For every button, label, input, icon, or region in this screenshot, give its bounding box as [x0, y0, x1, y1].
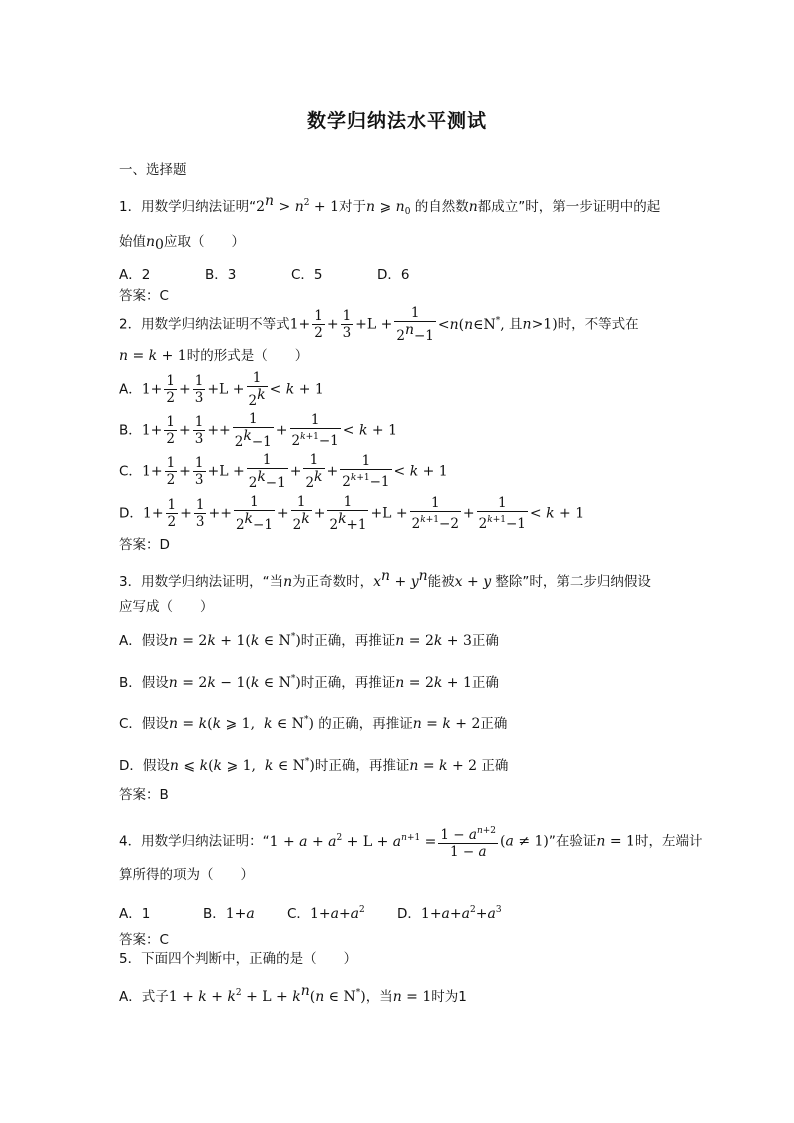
- q2-option-a: A．1+ $\frac{1}{2}$ + $\frac{1}{3}$ +L + $\frac{1}{2^k}$ < k + 1: [119, 370, 324, 409]
- q2-line2: n = k + 1时的形式是（ ）: [119, 348, 309, 364]
- q1-answer: 答案：C: [119, 288, 169, 304]
- q3-line1: 3．用数学归纳法证明，“当n为正奇数时，$x^n + y^n$能被x + y 整除”时，第二步归纳假设: [119, 568, 651, 590]
- page-title: 数学归纳法水平测试: [306, 110, 487, 132]
- q3-answer: 答案：B: [119, 787, 169, 803]
- section-heading: 一、选择题: [119, 162, 187, 178]
- q4-options: [119, 901, 502, 923]
- q4-option-c: C．$1+a+a^2$: [287, 905, 365, 922]
- q4-line2: 算所得的项为（ ）: [119, 867, 254, 883]
- q2-option-c: C．1+ $\frac{1}{2}$ + $\frac{1}{3}$ +L + $\frac{1}{2^k-1}$ + $\frac{1}{2^k}$ + $\frac{1}{2^{k+1}-1}$ < k + 1: [119, 452, 448, 491]
- q4-line1: 4．用数学归纳法证明：“$1 + a + a^2 + L + a^{n+1}$ = $\frac{1 - a^{n+2}}{1 - a}$ (a ≠ 1)”在验证n = 1时，左端计: [119, 826, 703, 860]
- q1-option-a: A．2: [119, 267, 151, 283]
- q3-line2: 应写成（ ）: [119, 599, 214, 615]
- q3-option-d: D．假设n ⩽ k(k ⩾ 1, k ∈ N*)时正确，再推证n = k + 2 正确: [119, 757, 509, 774]
- q1-option-b: B．3: [205, 267, 237, 283]
- q2-option-b: B．1+ $\frac{1}{2}$ + $\frac{1}{3}$ ++ $\frac{1}{2^k-1}$ + $\frac{1}{2^{k+1}-1}$ < k + 1: [119, 411, 397, 450]
- q1-options: [119, 266, 463, 284]
- q5-line1: 5．下面四个判断中，正确的是（ ）: [119, 951, 358, 967]
- q5-option-a: A．式子$1 + k + k^2 + L + k^n(n$ ∈ N*)，当n = 1时为1: [119, 983, 467, 1005]
- q4-option-b: B．1+a: [203, 906, 255, 922]
- q2-line1: 2．用数学归纳法证明不等式1+ $\frac{1}{2}$ + $\frac{1}{3}$ +L + $\frac{1}{2^n-1}$ <n(n∈N*, 且n>1)时，不等式在: [119, 305, 639, 344]
- q1-line2: 始值$n_0$应取（ ）: [119, 234, 245, 253]
- q1-option-c: C．5: [291, 267, 323, 283]
- q4-answer: 答案：C: [119, 932, 169, 948]
- q3-option-c: C．假设n = k(k ⩾ 1, k ∈ N*) 的正确，再推证n = k + 2正确: [119, 715, 508, 732]
- q2-option-d: D．1+ $\frac{1}{2}$ + $\frac{1}{3}$ ++ $\frac{1}{2^k-1}$ + $\frac{1}{2^k}$ + $\frac{1}{2^k+1}$ +L + $\frac{1}{2^{k+1}-2}$ + $\frac{1}{2^{k+1}-1}$ < k + 1: [119, 494, 585, 533]
- q1-option-d: D．6: [377, 267, 410, 283]
- q3-option-b: B．假设n = 2k − 1(k ∈ N*)时正确，再推证n = 2k + 1正确: [119, 674, 499, 691]
- q4-option-d: D．$1+a+a^2+a^3$: [397, 905, 502, 922]
- q4-option-a: A．1: [119, 906, 151, 922]
- q3-option-a: A．假设n = 2k + 1(k ∈ N*)时正确，再推证n = 2k + 3正确: [119, 632, 499, 649]
- q2-answer: 答案：D: [119, 537, 170, 553]
- q1-line1: 1．用数学归纳法证明“$2^n > n^2 + 1$对于n ⩾ $n_0$ 的自然数n都成立”时，第一步证明中的起: [119, 193, 661, 217]
